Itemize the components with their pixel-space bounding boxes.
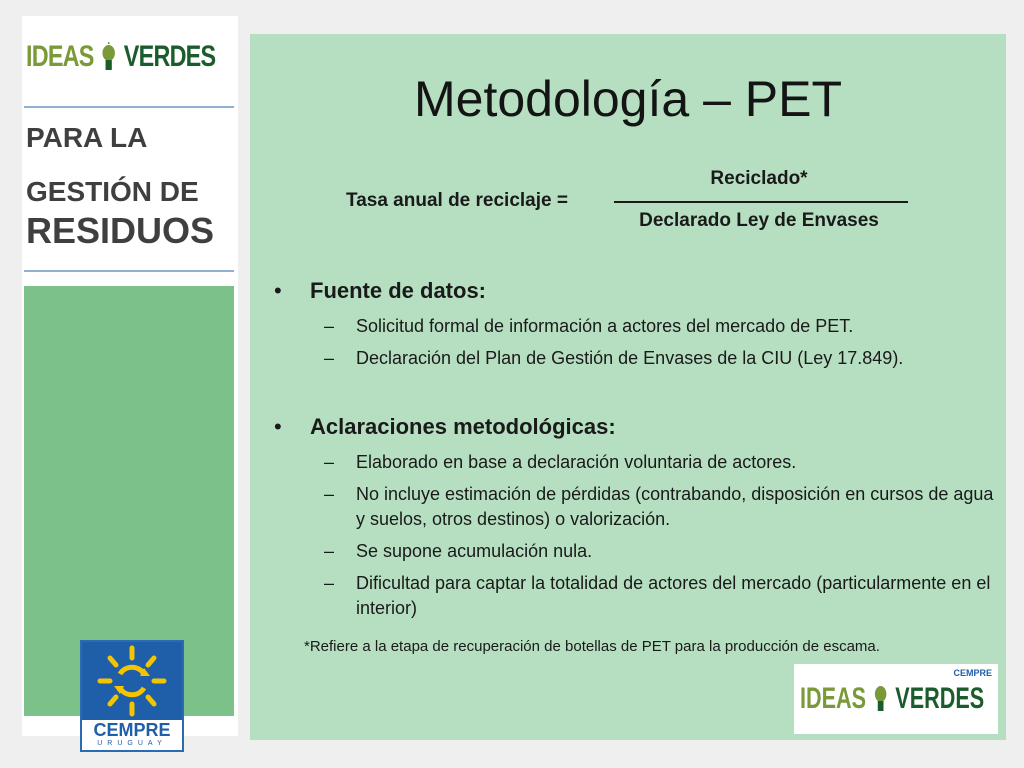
divider-bottom — [24, 270, 234, 272]
lightbulb-icon — [873, 683, 887, 717]
bullet-icon: • — [274, 278, 282, 303]
ideas-verdes-logo — [26, 28, 269, 88]
logo-text-verdes: VERDES — [895, 682, 985, 715]
list-item-text: Declaración del Plan de Gestión de Envases de la CIU (Ley 17.849). — [356, 348, 904, 368]
lightbulb-icon — [101, 42, 117, 76]
fraction-line — [614, 201, 908, 203]
cempre-name: CEMPRE — [93, 720, 171, 740]
sidebar-title-line3: RESIDUOS — [26, 210, 215, 251]
list-item-text: No incluye estimación de pérdidas (contrabando, disposición en cursos de agua y suelos, otros destinos) o valorización. — [356, 484, 994, 529]
divider-top — [24, 106, 234, 108]
bullet-icon: • — [274, 414, 282, 439]
dash-icon: – — [324, 573, 335, 593]
list-item — [324, 539, 996, 564]
dash-icon: – — [324, 452, 335, 472]
dash-icon: – — [324, 348, 335, 368]
dash-icon: – — [324, 541, 335, 561]
section-heading-fuente — [274, 278, 486, 304]
slide-title: Metodología – PET — [413, 71, 843, 127]
list-item-text: Se supone acumulación nula. — [356, 541, 593, 561]
logo-text-verdes: VERDES — [123, 40, 216, 74]
recycle-sun-icon — [82, 642, 182, 720]
section-heading-text: Aclaraciones metodológicas: — [310, 414, 616, 439]
logo-text-ideas: IDEAS — [26, 40, 94, 74]
dash-icon: – — [324, 316, 335, 336]
list-item — [324, 346, 996, 371]
sidebar — [22, 16, 238, 747]
section-heading-aclaraciones — [274, 414, 616, 440]
dash-icon: – — [324, 484, 335, 504]
list-item-text: Elaborado en base a declaración voluntaria de actores. — [356, 452, 797, 472]
section-heading-text: Fuente de datos: — [310, 278, 487, 303]
cempre-country: URUGUAY — [97, 740, 167, 747]
footnote: *Refiere a la etapa de recuperación de botellas de PET para la producción de escama. — [304, 638, 880, 655]
logo-text-ideas: IDEAS — [800, 682, 867, 715]
slide-content — [250, 34, 1006, 740]
formula-numerator: Reciclado* — [710, 168, 808, 189]
list-item — [324, 482, 996, 532]
cempre-small-text: CEMPRE — [953, 668, 992, 678]
formula-label: Tasa anual de reciclaje = — [346, 190, 568, 211]
list-item — [324, 314, 996, 339]
sidebar-title-line2: GESTIÓN DE — [26, 176, 199, 207]
list-item — [324, 450, 996, 475]
list-item — [324, 571, 996, 621]
cempre-logo — [80, 640, 184, 752]
sidebar-title-line1: PARA LA — [26, 122, 148, 153]
cempre-logo-emblem — [82, 642, 182, 720]
ideas-verdes-logo-bottom — [794, 664, 998, 734]
list-item-text: Dificultad para captar la totalidad de actores del mercado (particularmente en el interior) — [356, 573, 991, 618]
formula-denominator: Declarado Ley de Envases — [639, 210, 879, 231]
list-item-text: Solicitud formal de información a actores del mercado de PET. — [356, 316, 854, 336]
